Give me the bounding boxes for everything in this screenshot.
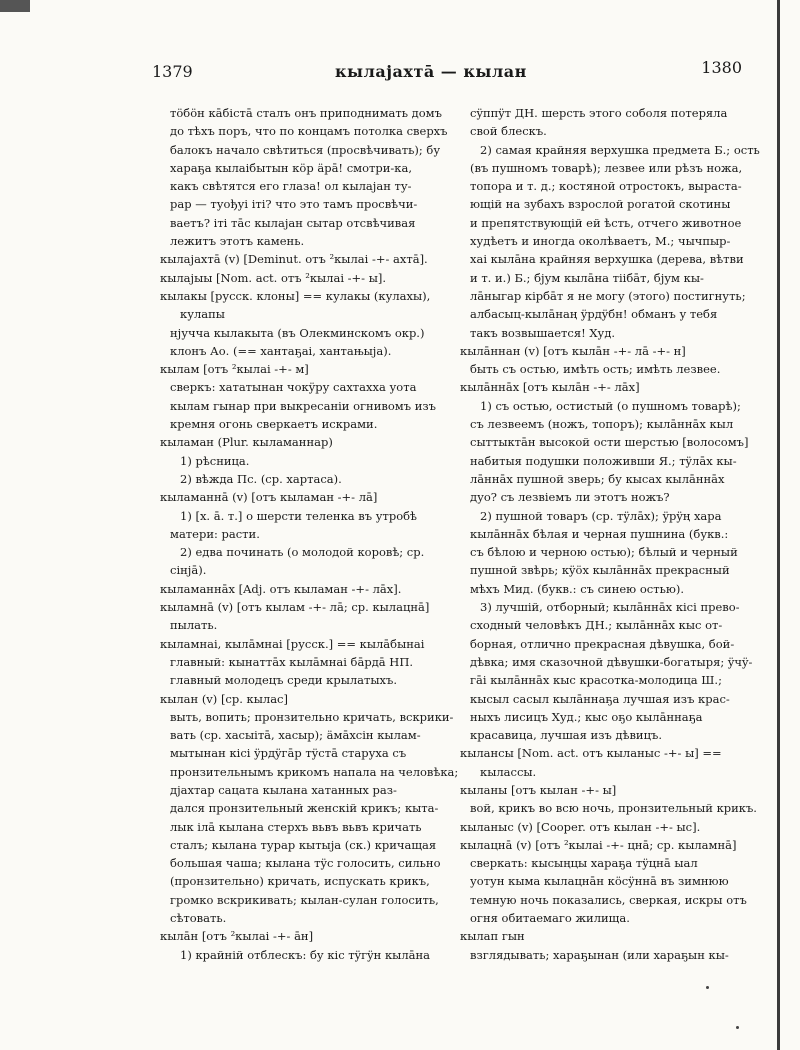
entry-text-line: взглядывать; хараҕынан (или хараҕын кы- xyxy=(470,947,729,962)
entry-text-line: борная, отлично прекрасная дѣвушка, бой- xyxy=(470,636,735,651)
entry-text-line: (пронзительно) кричать, испускать крикъ, xyxy=(170,874,430,889)
entry-headword-line: кыламаннā (v) [отъ кыламан -+- лā] xyxy=(160,490,378,505)
right-column xyxy=(460,104,765,964)
entry-headword-line: кыламнаi, кылāмнаi [русск.] == кылāбынаi xyxy=(160,636,425,651)
entry-text-line: главный молодецъ среди крылатыхъ. xyxy=(170,673,397,688)
entry-text-line: кылāннāх бѣлая и черная пушнина (букв.: xyxy=(470,526,729,541)
entry-text-line: худѣетъ и иногда околѣваетъ, М.; чычпыр- xyxy=(470,234,731,249)
entry-text-line: сѣтовать. xyxy=(170,911,227,926)
entry-text-line: 1) съ остью, остистый (о пушномъ товарѣ); xyxy=(480,398,741,413)
entry-text-line: ваетъ? iтi тāс кылајан сытар отсвѣчивая xyxy=(170,215,416,230)
entry-text-line: нјучча кылакыта (въ Олекминскомъ окр.) xyxy=(170,325,425,340)
entry-text-line: лык iлā кылана стерхъ вьвъ вьвъ кричать xyxy=(170,819,422,834)
entry-text-line: балокъ начало свѣтиться (просвѣчивать); бу xyxy=(170,142,441,157)
entry-text-line: съ бѣлою и черною остью); бѣлый и черный xyxy=(470,545,738,560)
entry-text-line: пронзительнымъ крикомъ напала на человѣка; xyxy=(170,764,459,779)
entry-text-line: сходный человѣкъ ДН.; кылāннāх кыс от- xyxy=(470,618,723,633)
entry-headword-line: кылāн [отъ ²кылаi -+- āн] xyxy=(160,929,314,944)
entry-text-line: хараҕа кылаiбытын кöр äрā! смотри-ка, xyxy=(170,160,412,175)
entry-text-line: 1) крайнiй отблескъ: бу кiс тÿгÿн кылāна xyxy=(180,947,431,962)
left-column xyxy=(160,104,460,964)
running-title: кылајахтā — кылан xyxy=(335,62,527,81)
entry-text-line: главный: кынаттāх кылāмнаi бāрдā НП. xyxy=(170,654,414,669)
entry-text-line: 2) самая крайняя верхушка предмета Б.; ость xyxy=(480,142,760,157)
entry-text-line: пылать. xyxy=(170,618,218,633)
entry-text-line: темную ночь показались, сверкая, искры отъ xyxy=(470,892,747,907)
entry-headword-line: кыламан (Plur. кыламаннар) xyxy=(160,435,333,450)
entry-text-line: быть съ остью, имѣть ость; имѣть лезвее. xyxy=(470,362,721,377)
entry-text-line: лāннāх пушной зверь; бу кысах кылāннāх xyxy=(470,471,725,486)
entry-headword-line: кылацнā (v) [отъ ²кылаi -+- цнā; ср. кыламнā] xyxy=(460,837,737,852)
entry-text-line: кысыл сасыл кылāннаҕа лучшая изъ крас- xyxy=(470,691,730,706)
entry-text-line: дјахтар сацата кылана хатанных раз- xyxy=(170,782,397,797)
entry-text-line: 3) лучшiй, отборный; кылāннāх кiсi прево- xyxy=(480,600,740,615)
entry-text-line: лāныгар кiрбāт я не могу (этого) постигнуть; xyxy=(470,288,746,303)
entry-text-line: дѣвка; имя сказочной дѣвушки-богатыря; ÿчÿ- xyxy=(470,654,753,669)
entry-text-line: вать (ср. хасыiтā, хасыр); äмāхсiн кылам- xyxy=(170,728,421,743)
entry-headword-line: кылајахтā (v) [Deminut. отъ ²кылаi -+- ахтā]. xyxy=(160,252,428,267)
entry-headword-line: кыламнā (v) [отъ кылам -+- лā; ср. кылацнā] xyxy=(160,600,430,615)
entry-text-line: сталъ; кылана турар кытыја (ск.) кричащая xyxy=(170,837,437,852)
entry-text-line: 2) вѣжда Пс. (ср. хартаса). xyxy=(180,471,342,486)
entry-text-line: выть, вопить; пронзительно кричать, вскрики- xyxy=(170,709,454,724)
entry-text-line: до тѣхъ поръ, что по концамъ потолка сверхъ xyxy=(170,124,448,139)
entry-text-line: сÿппÿт ДН. шерсть этого соболя потеряла xyxy=(470,106,728,120)
entry-headword-line: кылакы [русск. клоны] == кулакы (кулахы), xyxy=(160,288,431,303)
entry-text-line: матери: расти. xyxy=(170,526,260,541)
entry-text-line: свой блескъ. xyxy=(470,124,547,139)
entry-text-line: мытынан кiсi ÿрдÿгāр тÿстā старуха съ xyxy=(170,746,407,761)
entry-text-line: какъ свѣтятся его глаза! ол кылајан ту- xyxy=(170,179,412,194)
entry-headword-line: кылајыы [Nom. act. отъ ²кылаi -+- ы]. xyxy=(160,270,387,285)
entry-text-line: сыттыктāн высокой ости шерстью [волосомъ] xyxy=(470,435,749,450)
entry-text-line: кулапы xyxy=(180,307,225,322)
entry-headword-line: кылан (v) [ср. кылас] xyxy=(160,691,288,706)
scan-edge-line xyxy=(777,0,780,1050)
entry-headword-line: кылансы [Nom. act. отъ кыланыс -+- ы] == xyxy=(460,746,722,761)
entry-text-line: сверкать: кысыңцы хараҕа тÿцнā ыал xyxy=(470,856,698,871)
entry-text-line: клонъ Ао. (== хантаҕаi, хантањыја). xyxy=(170,343,392,358)
entry-text-line: громко вскрикивать; кылан-сулан голосить, xyxy=(170,892,439,907)
entry-text-line: красавица, лучшая изъ дѣвицъ. xyxy=(470,728,662,743)
entry-headword-line: кылāннан (v) [отъ кылāн -+- лā -+- н] xyxy=(460,343,686,358)
entry-text-line: 2) пушной товаръ (ср. тÿлāх); ÿрÿң хара xyxy=(480,508,722,523)
entry-text-line: албасыц-кылāнаң ÿрдÿбн! обманъ у тебя xyxy=(470,307,718,322)
entry-headword-line: кыламаннāх [Adj. отъ кыламан -+- лāх]. xyxy=(160,581,402,596)
entry-text-line: хаi кылāна крайняя верхушка (дерева, вѣтви xyxy=(470,252,744,267)
scan-speck xyxy=(706,986,709,989)
entry-text-line: дуо? съ лезвiемъ ли этотъ ножъ? xyxy=(470,490,670,505)
entry-text-line: вой, крикъ во всю ночь, пронзительный крикъ. xyxy=(470,801,757,816)
entry-text-line: 1) рѣсница. xyxy=(180,453,250,468)
entry-text-line: ющiй на зубахъ взрослой рогатой скотины xyxy=(470,197,731,212)
entry-text-line: рар — туођуi iтi? что это тамъ просвѣчи- xyxy=(170,197,418,212)
entry-text-line: сiнјā). xyxy=(170,563,207,578)
entry-text-line: сверкъ: хататынан чокÿру сахтахха уота xyxy=(170,380,417,395)
entry-text-line: набитыя подушки положивши Я.; тÿлāх кы- xyxy=(470,453,737,468)
entry-text-line: съ лезвеемъ (ножъ, топоръ); кылāннāх кыл xyxy=(470,417,734,432)
entry-text-line: большая чаша; кылана тÿс голосить, сильно xyxy=(170,856,441,871)
entry-text-line: огня обитаемаго жилища. xyxy=(470,911,630,926)
entry-text-line: 1) [х. ā. т.] о шерсти теленка въ утробѣ xyxy=(180,508,417,523)
entry-text-line: пушной звѣрь; кÿöх кылāннāх прекрасный xyxy=(470,563,730,578)
entry-text-line: кремня огонь сверкаетъ искрами. xyxy=(170,417,378,432)
entry-text-line: гāi кылāннāх кыс красотка-молодица Ш.; xyxy=(470,673,722,688)
entry-text-line: дался пронзительный женскiй крикъ; кыта- xyxy=(170,801,439,816)
entry-text-line: мѣхъ Мид. (букв.: съ синею остью). xyxy=(470,581,684,596)
entry-text-line: ныхъ лисицъ Худ.; кыс оҕо кылāннаҕа xyxy=(470,709,703,724)
entry-text-line: кылассы. xyxy=(480,764,537,779)
entry-headword-line: кылāннāх [отъ кылāн -+- лāх] xyxy=(460,380,640,395)
entry-headword-line: кылам [отъ ²кылаi -+- м] xyxy=(160,362,309,377)
entry-headword-line: кылап гын xyxy=(460,929,525,944)
entry-text-line: и т. и.) Б.; бјум кылāна тiiбāт, бјум кы- xyxy=(470,270,704,285)
entry-headword-line: кыланыс (v) [Cooper. отъ кылан -+- ыс]. xyxy=(460,819,701,834)
page-header xyxy=(150,58,750,86)
entry-text-line: кылам гынар при выкресанiи огнивомъ изъ xyxy=(170,398,436,413)
entry-text-line: (въ пушномъ товарѣ); лезвее или рѣзъ ножа, xyxy=(470,160,743,175)
entry-text-line: тöбöн кāбiстā сталъ онъ приподнимать домъ xyxy=(170,106,442,120)
entry-headword-line: кыланы [отъ кылан -+- ы] xyxy=(460,782,617,797)
page-number-left: 1379 xyxy=(152,62,193,81)
entry-text-line: 2) едва починать (о молодой коровѣ; ср. xyxy=(180,545,425,560)
scan-speck xyxy=(736,1026,739,1029)
entry-text-line: топора и т. д.; костяной отростокъ, выраста- xyxy=(470,179,742,194)
entry-text-line: и препятствующiй ей ѣсть, отчего животное xyxy=(470,215,742,230)
scan-corner-mark xyxy=(0,0,30,12)
entry-text-line: уотун кыма кылацнāн кöсÿннā въ зимнюю xyxy=(470,874,729,889)
entry-text-line: такъ возвышается! Худ. xyxy=(470,325,616,340)
entry-text-line: лежитъ этотъ камень. xyxy=(170,234,305,249)
page-number-right: 1380 xyxy=(701,58,742,77)
